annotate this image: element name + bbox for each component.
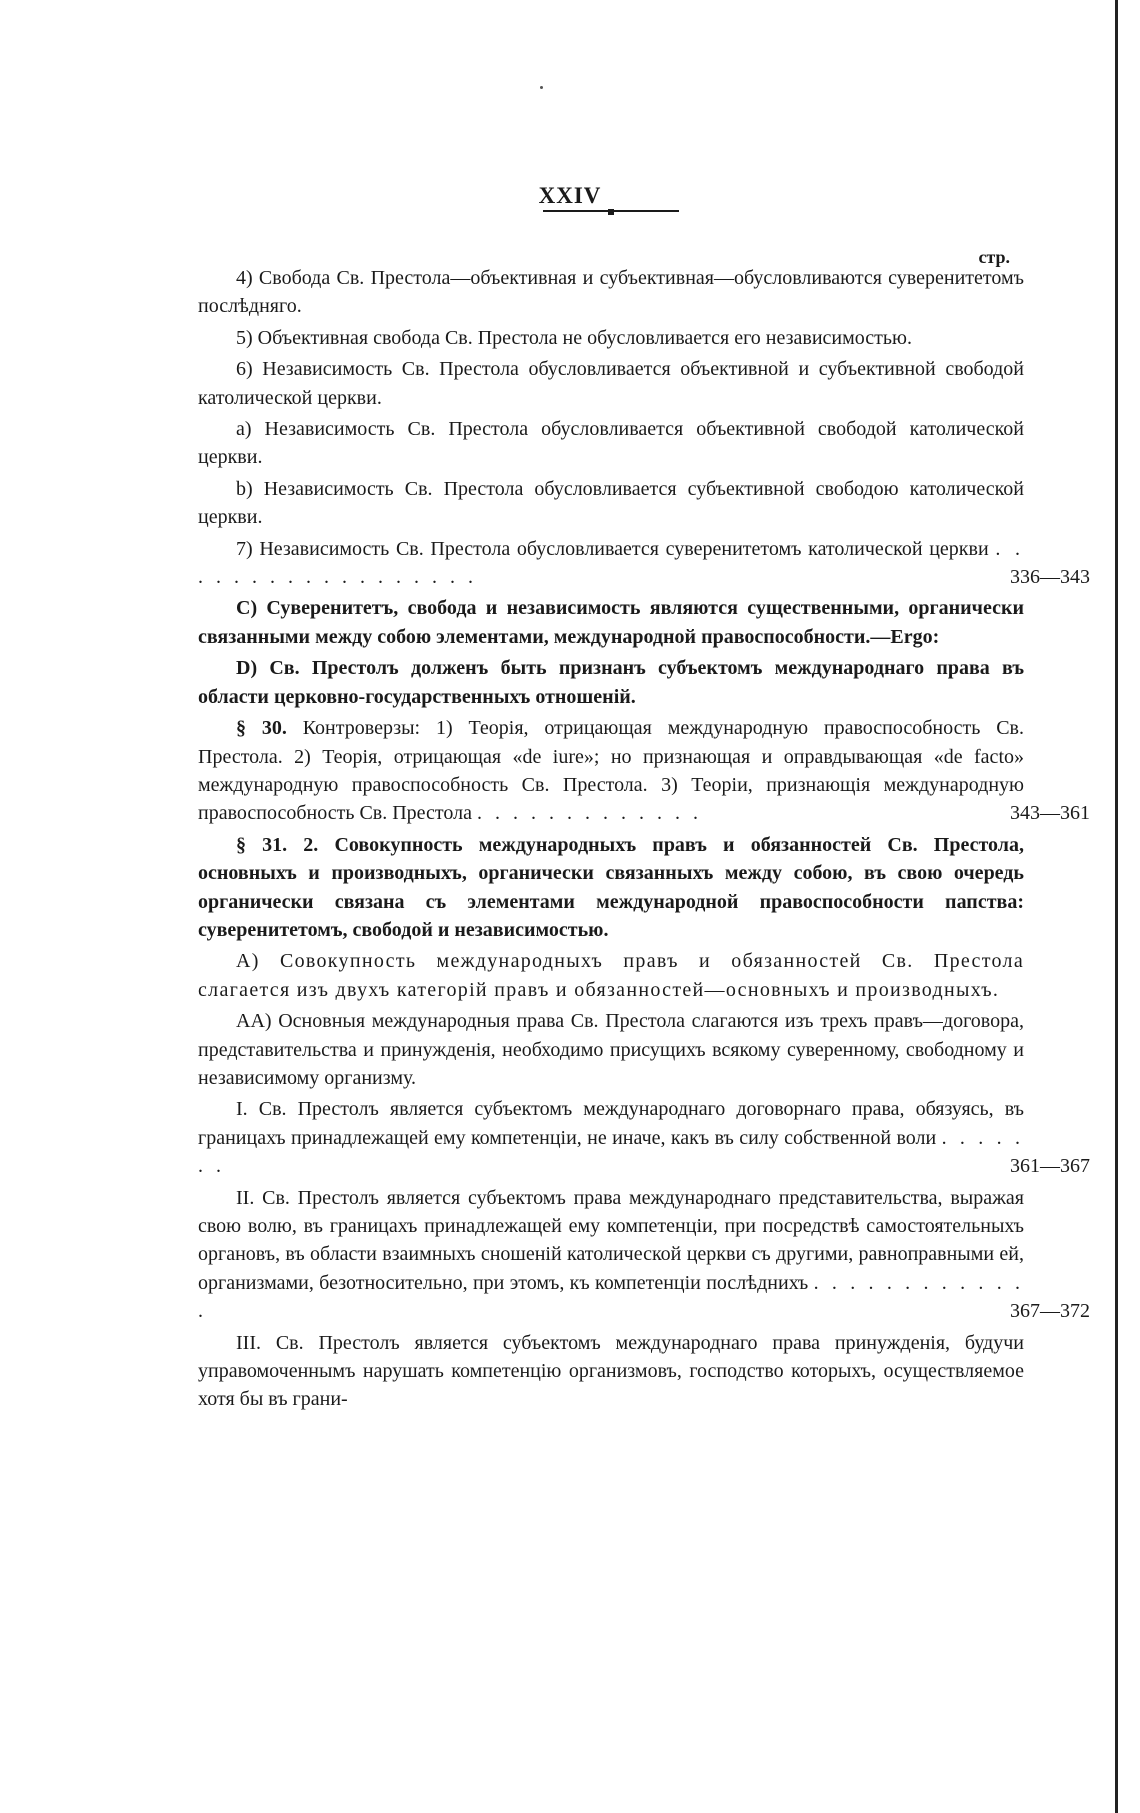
toc-entry-section (198, 714, 1090, 828)
toc-entry (198, 1329, 1024, 1414)
entry-text: III. Св. Престолъ является субъектомъ международнаго права принужденія, будучи управомоченнымъ нарушать компетенцію организмовъ, господство которыхъ, осуществляемое хотя бы въ грани- (198, 1331, 1024, 1411)
entry-text: 6) Независимость Св. Престола обусловливается объективной и субъективной свободой католической церкви. (198, 358, 1024, 409)
page-range: 336—343 (1010, 566, 1090, 589)
entry-text: С) Суверенитетъ, свобода и независимость являются существенными, органически связанными между собою элементами, международной правоспособности.—Ergo: (198, 597, 1024, 648)
scan-speck (540, 86, 543, 89)
toc-entry (198, 475, 1024, 532)
page-range: 343—361 (1010, 802, 1090, 825)
entry-text: I. Св. Престолъ является субъектомъ международнаго договорнаго права, обязуясь, въ границахъ принадлежащей ему компетенціи, не иначе, какъ въ силу собственной воли (198, 1098, 1024, 1149)
table-of-contents (198, 264, 1090, 1417)
page-number: XXIV (538, 183, 602, 208)
entry-text: II. Св. Престолъ является субъектомъ права международнаго представительства, выражая свою волю, въ границахъ принадлежащей ему компетенціи, при посредствѣ самостоятельныхъ органовъ, въ области взаимныхъ сношеній католической церкви съ другими, равноправными ей, организмами, безотносительно, при этомъ, къ компетенціи послѣднихъ (198, 1186, 1024, 1294)
dot-leader: . . . . . . . . . . . . . . . . . . (198, 537, 1025, 589)
page-range: 361—367 (1010, 1155, 1090, 1178)
entry-text: Контроверзы: 1) Теорія, отрицающая международную правоспособность Св. Престола. 2) Теорія, отрицающая «de iure»; но признающая и оправдывающая «de facto» международную правоспособность Св. Престола. 3) Теоріи, признающія международную правоспособность Св. Престола (198, 717, 1024, 825)
toc-entry-bold (198, 831, 1024, 945)
entry-text: а) Независимость Св. Престола обусловливается объективной свободой католической церкви. (198, 418, 1024, 469)
toc-entry-bold (198, 594, 1024, 651)
dot-leader: . . . . . . . (198, 1126, 1024, 1178)
toc-entry (198, 415, 1024, 472)
entry-text: § 31. 2. Совокупность международныхъ правъ и обязанностей Св. Престола, основныхъ и производныхъ, органически связанныхъ между собою, въ свою очередь органически связана съ элементами международной правоспособности папства: суверенитетомъ, свободой и независимостью. (198, 833, 1024, 941)
toc-entry (198, 1095, 1090, 1180)
entry-text: 5) Объективная свобода Св. Престола не обусловливается его независимостью. (236, 326, 912, 349)
entry-text: А) Совокупность международныхъ правъ и обязанностей Св. Престола слагается изъ двухъ категорій правъ и обязанностей—основныхъ и производныхъ. (198, 950, 1024, 1001)
page-range: 367—372 (1010, 1300, 1090, 1323)
entry-text: АА) Основныя международныя права Св. Престола слагаются изъ трехъ правъ—договора, представительства и принужденія, необходимо присущихъ всякому суверенному, свободному и независимому организму. (198, 1010, 1024, 1089)
toc-entry (198, 324, 1024, 352)
entry-text: 7) Независимость Св. Престола обусловливается суверенитетомъ католической церкви (236, 537, 989, 560)
toc-entry (198, 1184, 1090, 1326)
toc-entry (198, 355, 1024, 412)
toc-entry-bold (198, 654, 1024, 711)
toc-entry-spaced (198, 947, 1024, 1004)
entry-text: 4) Свобода Св. Престола—объективная и субъективная—обусловливаются суверенитетомъ послѣдняго. (198, 267, 1024, 318)
dot-leader: . . . . . . . . . . . . . (198, 1271, 1025, 1323)
toc-entry (198, 535, 1090, 592)
page-column-label: стр. (978, 247, 1010, 267)
entry-text: b) Независимость Св. Престола обусловливается субъективной свободою католической церкви. (198, 477, 1024, 529)
scan-edge (1115, 0, 1118, 1813)
header-rule-dot (608, 209, 614, 215)
dot-leader: . . . . . . . . . . . . . (477, 802, 703, 825)
entry-text: D) Св. Престолъ долженъ быть признанъ субъектомъ международнаго права въ области церковно-государственныхъ отношеній. (198, 657, 1024, 708)
toc-entry (198, 264, 1024, 321)
section-mark: § 30. (236, 717, 287, 740)
toc-entry (198, 1007, 1024, 1092)
